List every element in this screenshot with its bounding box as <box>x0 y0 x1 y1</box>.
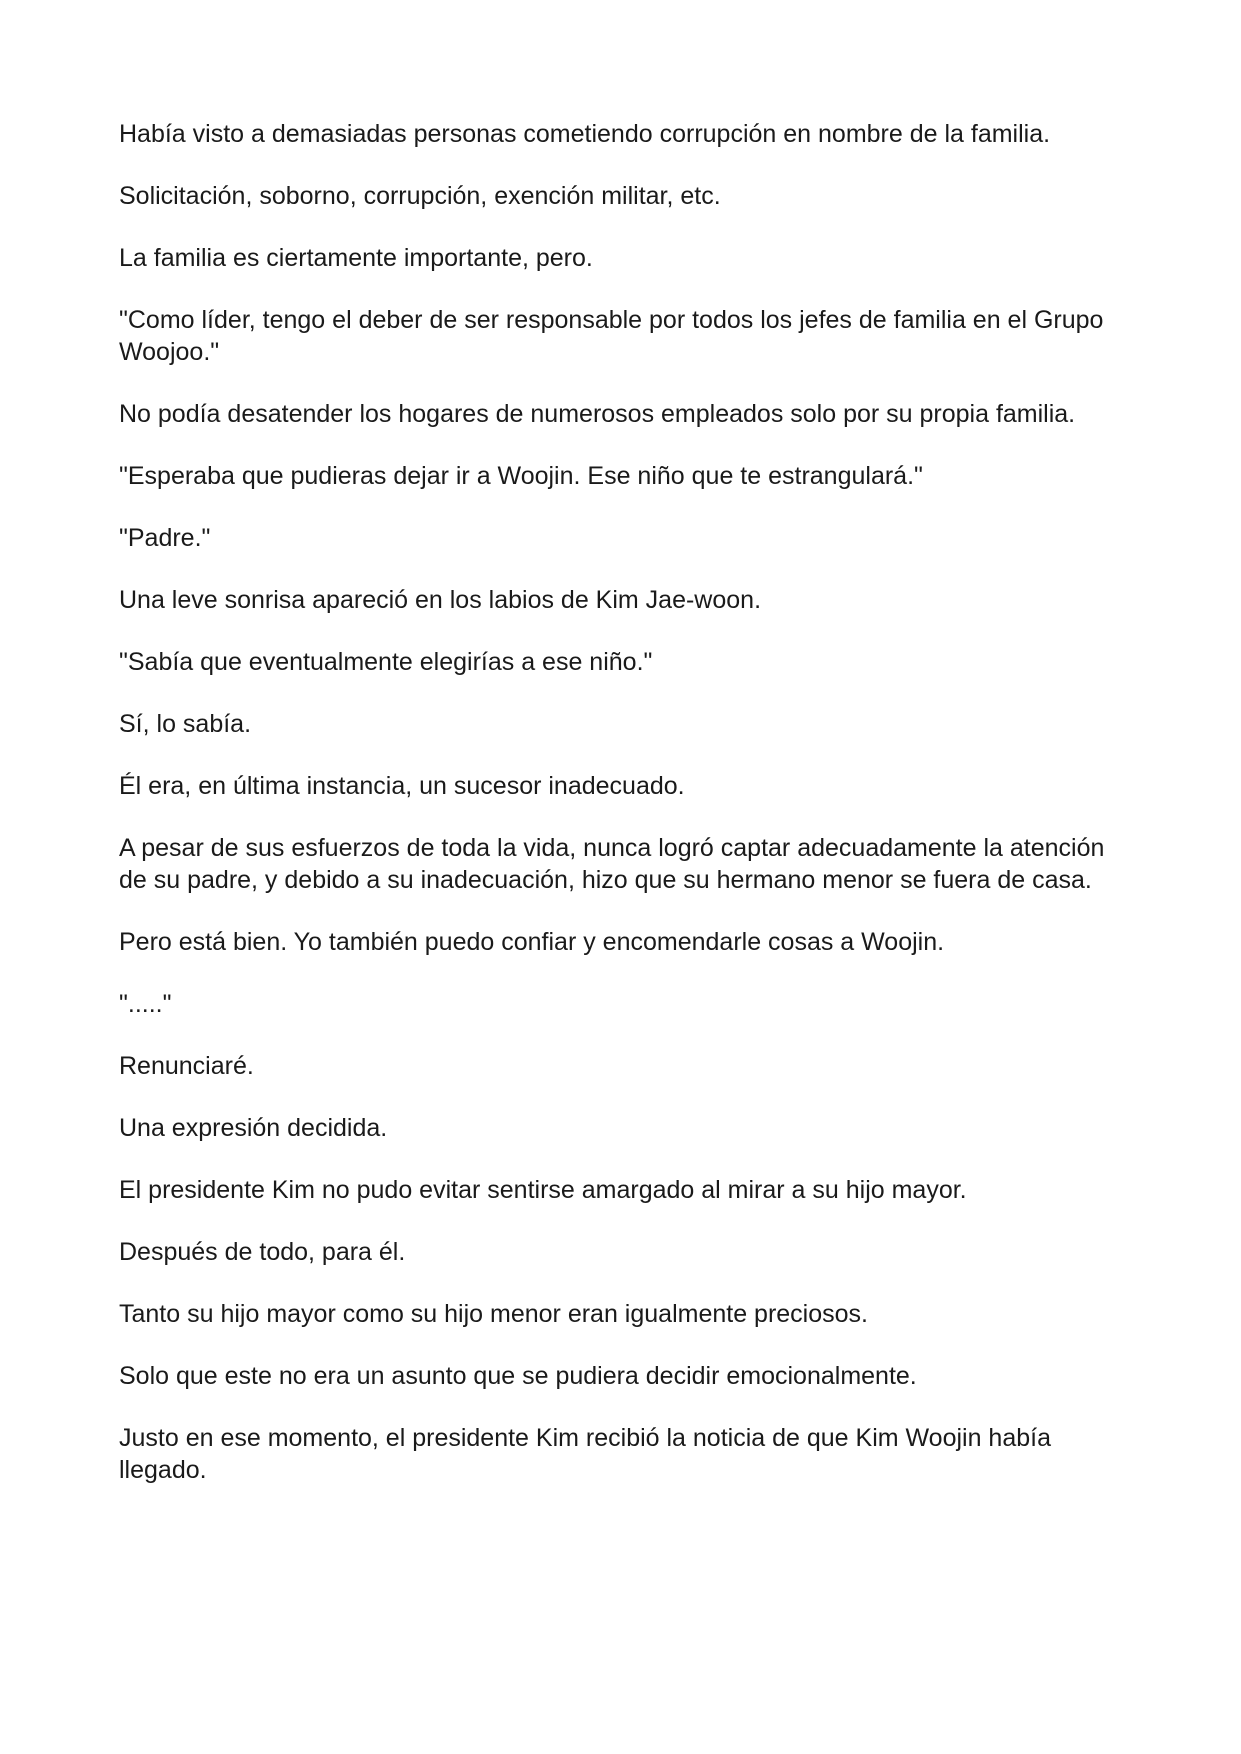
paragraph: Solicitación, soborno, corrupción, exención militar, etc. <box>119 182 721 210</box>
document-body <box>119 118 1139 1516</box>
paragraph: No podía desatender los hogares de numerosos empleados solo por su propia familia. <box>119 400 1076 428</box>
paragraph: Una expresión decidida. <box>119 1114 388 1142</box>
paragraph: Justo en ese momento, el presidente Kim recibió la noticia de que Kim Woojin había llegado. <box>119 1424 1051 1484</box>
paragraph: Él era, en última instancia, un sucesor inadecuado. <box>119 772 685 800</box>
paragraph: Renunciaré. <box>119 1052 254 1080</box>
paragraph: Había visto a demasiadas personas cometiendo corrupción en nombre de la familia. <box>119 120 1051 148</box>
paragraph: "Sabía que eventualmente elegirías a ese niño." <box>119 648 653 676</box>
paragraph: La familia es ciertamente importante, pero. <box>119 244 593 272</box>
paragraph: "Como líder, tengo el deber de ser responsable por todos los jefes de familia en el Grupo Woojoo." <box>119 306 1104 366</box>
paragraph: "....." <box>119 990 172 1018</box>
paragraph: Sí, lo sabía. <box>119 710 252 738</box>
paragraph: Tanto su hijo mayor como su hijo menor eran igualmente preciosos. <box>119 1300 868 1328</box>
paragraph: Solo que este no era un asunto que se pudiera decidir emocionalmente. <box>119 1362 917 1390</box>
paragraph: "Esperaba que pudieras dejar ir a Woojin. Ese niño que te estrangulará." <box>119 462 923 490</box>
paragraph: "Padre." <box>119 524 211 552</box>
paragraph: Pero está bien. Yo también puedo confiar y encomendarle cosas a Woojin. <box>119 928 945 956</box>
paragraph: Después de todo, para él. <box>119 1238 406 1266</box>
paragraph: Una leve sonrisa apareció en los labios de Kim Jae-woon. <box>119 586 762 614</box>
paragraph: El presidente Kim no pudo evitar sentirse amargado al mirar a su hijo mayor. <box>119 1176 967 1204</box>
paragraph: A pesar de sus esfuerzos de toda la vida, nunca logró captar adecuadamente la atención de su padre, y debido a su inadecuación, hizo que su hermano menor se fuera de casa. <box>119 834 1105 894</box>
